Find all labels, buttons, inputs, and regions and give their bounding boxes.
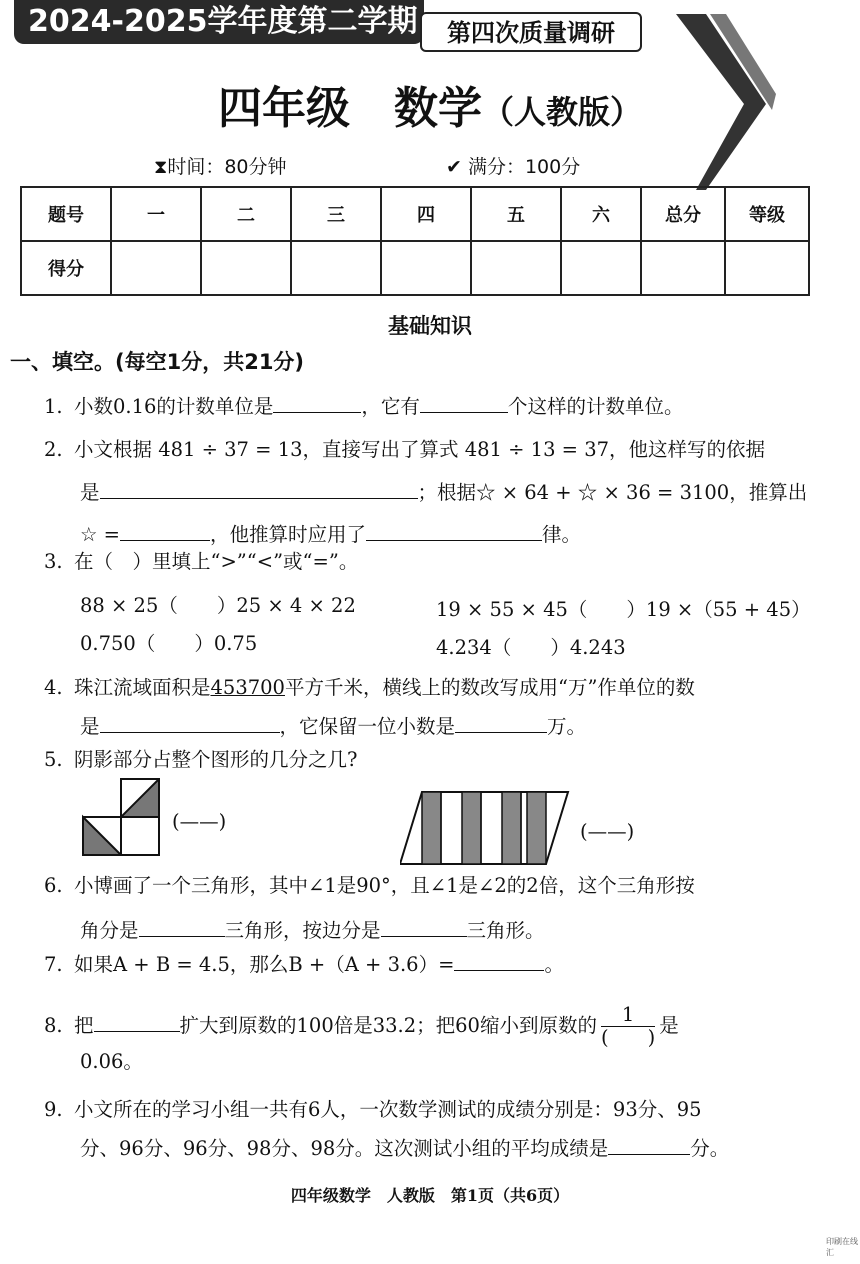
section-title: 基础知识 xyxy=(388,314,472,338)
score-label: 得分 xyxy=(21,241,111,295)
question-2: 2. 小文根据 481 ÷ 37 = 13，直接写出了算式 481 ÷ 13 = 37，他这样写的依据 xyxy=(44,438,766,461)
score-cell: 二 xyxy=(201,187,291,241)
score-input[interactable] xyxy=(111,241,201,295)
part-title: 一、填空。(每空1分，共21分) xyxy=(10,350,305,374)
answer-slot-2[interactable]: (——) xyxy=(580,820,635,843)
score-cell: 三 xyxy=(291,187,381,241)
compare-1: 88 × 25（ ）25 × 4 × 22 xyxy=(80,594,356,617)
question-6: 6. 小博画了一个三角形，其中∠1是90°，且∠1是∠2的2倍，这个三角形按 xyxy=(44,874,695,897)
page-title xyxy=(0,72,860,136)
answer-blank[interactable] xyxy=(94,1011,180,1032)
answer-blank[interactable] xyxy=(273,392,361,413)
question-7: 7. 如果A + B = 4.5，那么B +（A + 3.6）= 。 xyxy=(44,950,564,979)
question-1: 1. 小数0.16的计数单位是 ，它有 个这样的计数单位。 xyxy=(44,392,683,421)
score-input[interactable] xyxy=(641,241,725,295)
answer-slot-1[interactable]: (——) xyxy=(172,810,227,833)
score-cell: 一 xyxy=(111,187,201,241)
answer-blank[interactable] xyxy=(100,712,280,733)
question-8: 8. 把 扩大到原数的100倍是33.2；把60缩小到原数的 $\frac{1}{( )}$ 是 xyxy=(44,1003,679,1049)
compare-2: 19 × 55 × 45（ ）19 ×（55 + 45） xyxy=(436,598,811,621)
exam-time: ⧗时间：80分钟 xyxy=(154,156,287,178)
page-footer: 四年级数学 人教版 第1页（共6页） xyxy=(290,1186,570,1205)
answer-blank[interactable] xyxy=(366,520,542,541)
score-cell: 等级 xyxy=(725,187,809,241)
question-4-line2: 是 ，它保留一位小数是 万。 xyxy=(80,712,586,741)
question-8-line2: 0.06。 xyxy=(80,1050,143,1073)
exam-tag: 第四次质量调研 xyxy=(420,12,642,52)
question-9: 9. 小文所在的学习小组一共有6人，一次数学测试的成绩分别是：93分、95 xyxy=(44,1098,702,1121)
compare-3: 0.750（ ）0.75 xyxy=(80,632,258,655)
score-cell: 六 xyxy=(561,187,641,241)
score-cell: 题号 xyxy=(21,187,111,241)
title-main: 四年级 数学 xyxy=(217,83,482,134)
answer-blank[interactable] xyxy=(120,520,210,541)
question-5: 5. 阴影部分占整个图形的几分之几? xyxy=(44,748,358,771)
striped-parallelogram-figure xyxy=(400,790,570,866)
title-edition: （人教版） xyxy=(481,93,642,131)
score-input[interactable] xyxy=(381,241,471,295)
watermark-logo: 印刷在线汇 xyxy=(826,1237,858,1257)
answer-blank[interactable] xyxy=(139,916,225,937)
answer-blank[interactable] xyxy=(455,712,547,733)
score-input[interactable] xyxy=(725,241,809,295)
answer-blank[interactable] xyxy=(420,392,508,413)
check-circle-icon: ✔ xyxy=(446,156,462,178)
full-score: ✔ 满分：100分 xyxy=(446,156,581,178)
question-2-line3: ☆ = ，他推算时应用了 律。 xyxy=(80,520,581,549)
answer-blank[interactable] xyxy=(100,478,418,499)
question-4: 4. 珠江流域面积是453700平方千米，横线上的数改写成用“万”作单位的数 xyxy=(44,676,695,699)
score-input[interactable] xyxy=(471,241,561,295)
hourglass-icon: ⧗ xyxy=(154,156,168,178)
score-input[interactable] xyxy=(201,241,291,295)
question-2-line2: 是 ；根据☆ × 64 + ☆ × 36 = 3100，推算出 xyxy=(80,478,807,507)
fraction: $\frac{1}{( )}$ xyxy=(600,1003,656,1049)
score-value-row xyxy=(21,241,809,295)
score-cell: 四 xyxy=(381,187,471,241)
compare-4: 4.234（ ）4.243 xyxy=(436,636,626,659)
score-header-row xyxy=(21,187,809,241)
answer-blank[interactable] xyxy=(381,916,467,937)
question-3: 3. 在（ ）里填上“>”“<”或“=”。 xyxy=(44,550,359,573)
question-9-line2: 分、96分、96分、98分、98分。这次测试小组的平均成绩是 分。 xyxy=(80,1134,729,1163)
term-banner: 2024-2025学年度第二学期 xyxy=(14,0,424,44)
score-input[interactable] xyxy=(561,241,641,295)
shaded-square-figure xyxy=(82,778,164,858)
answer-blank[interactable] xyxy=(454,950,544,971)
score-cell: 五 xyxy=(471,187,561,241)
score-input[interactable] xyxy=(291,241,381,295)
score-cell: 总分 xyxy=(641,187,725,241)
score-table xyxy=(20,186,810,296)
question-6-line2: 角分是 三角形，按边分是 三角形。 xyxy=(80,916,545,945)
answer-blank[interactable] xyxy=(608,1134,690,1155)
